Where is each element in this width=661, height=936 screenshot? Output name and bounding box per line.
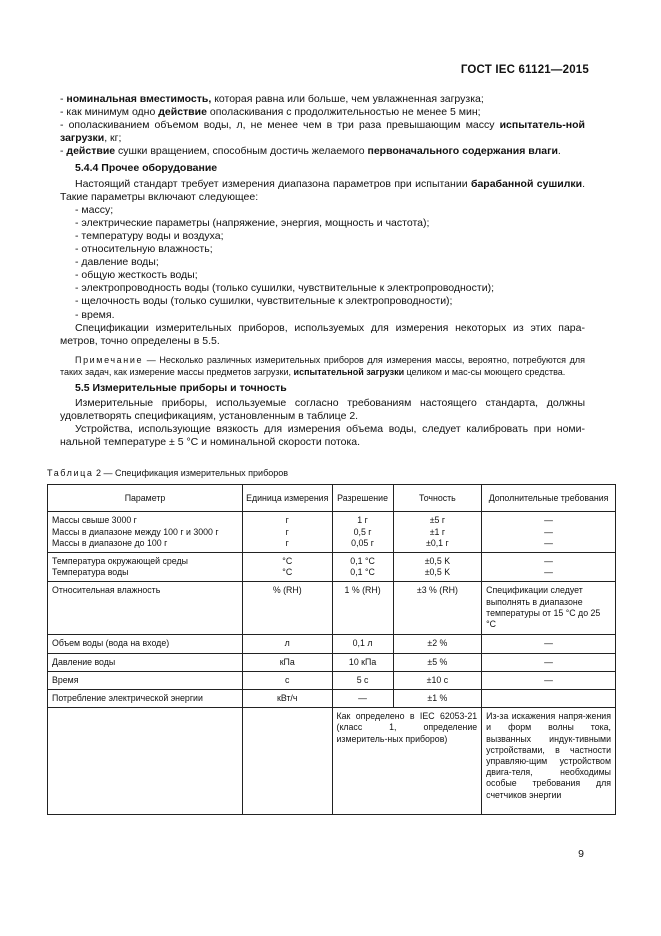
note-label: Примечание bbox=[75, 354, 144, 365]
list-item: - ополаскиванием объемом воды, л, не менее чем в три раза превышающим массу испытатель-ной загрузки, кг; bbox=[60, 119, 585, 145]
list-item: - время. bbox=[75, 308, 115, 321]
list-item: - электропроводность воды (только сушилки, чувствительные к электропроводности); bbox=[75, 282, 494, 295]
section-5-5-title: 5.5 Измерительные приборы и точность bbox=[75, 381, 287, 394]
list-item: - действие сушки вращением, способным достичь желаемого первоначального содержания влаги. bbox=[60, 145, 561, 158]
list-item: - массу; bbox=[75, 203, 114, 216]
list-item: - электрические параметры (напряжение, энергия, мощность и частота); bbox=[75, 216, 430, 229]
list-item: - номинальная вместимость, которая равна или больше, чем увлажненная загрузка; bbox=[60, 93, 484, 105]
list-item: - температуру воды и воздуха; bbox=[75, 229, 224, 242]
section-5-4-4-closing: Спецификации измерительных приборов, используемых для измерения некоторых из этих пара-метров, точно определены в 5.5. bbox=[60, 321, 585, 347]
list-item: - как минимум одно действие ополаскивания с продолжительностью не менее 5 мин; bbox=[60, 106, 481, 119]
table-row: Объем воды (вода на входе) л 0,1 л ±2 % — bbox=[48, 635, 616, 653]
table-row bbox=[48, 708, 616, 815]
parameter-list bbox=[60, 204, 585, 322]
intro-list bbox=[60, 93, 585, 158]
energy-meter-requirements: Из-за искажения напря-жения и форм волны тока, вызванных индук-тивными устройствами, в частности управляю-щим устройством двига-теля, необходимы особые требования для счетчиков энергии bbox=[482, 708, 616, 815]
page-body bbox=[47, 93, 611, 815]
table-caption: Таблица 2 — Спецификация измерительных приборов bbox=[47, 468, 289, 479]
section-5-5-paragraph-2: Устройства, использующие вязкость для измерения объема воды, следует калибровать при номи-нальной температуре ± 5 °С и номинальной скорости потока. bbox=[60, 423, 585, 449]
column-header: Параметр bbox=[48, 485, 243, 512]
column-header: Дополнительные требования bbox=[482, 485, 616, 512]
table-row: Температура окружающей среды Температура воды °С °С 0,1 °С 0,1 °С ±0,5 K ±0,5 K — — bbox=[48, 552, 616, 581]
section-5-4-4-intro: Настоящий стандарт требует измерения диапазона параметров при испытании барабанной сушилки. Такие параметры включают следующее: bbox=[60, 177, 585, 203]
specification-table bbox=[47, 484, 616, 815]
list-item: - общую жесткость воды; bbox=[75, 269, 198, 282]
section-5-5-paragraph-1: Измерительные приборы, используемые согласно требованиям настоящего стандарта, должны удовлетворять спецификациям, установленным в таблице 2. bbox=[60, 396, 585, 422]
table-row: Время с 5 с ±10 с — bbox=[48, 671, 616, 689]
list-item: - давление воды; bbox=[75, 256, 159, 269]
energy-meter-definition: Как определено в IEC 62053-21 (класс 1, определение измеритель-ных приборов) bbox=[332, 708, 482, 815]
table-header-row bbox=[48, 485, 616, 512]
list-item: - относительную влажность; bbox=[75, 243, 213, 256]
note: Примечание — Несколько различных измерительных приборов для измерения массы, вероятно, потребуются для таких задач, как измерение массы предметов загрузки, испытательной загрузки целиком и мас-сы моющего средства. bbox=[60, 354, 585, 377]
table-row: Массы свыше 3000 г Массы в диапазоне между 100 г и 3000 г Массы в диапазоне до 100 г г г г 1 г 0,5 г 0,05 г ±5 г ±1 г ±0,1 г — — — bbox=[48, 512, 616, 553]
table-row: Давление воды кПа 10 кПа ±5 % — bbox=[48, 653, 616, 671]
list-item: - щелочность воды (только сушилки, чувствительные к электропроводности); bbox=[75, 295, 453, 308]
section-5-4-4-title: 5.4.4 Прочее оборудование bbox=[75, 162, 218, 175]
table-row: Потребление электрической энергии кВт/ч — ±1 % bbox=[48, 689, 616, 707]
document-code: ГОСТ IEC 61121—2015 bbox=[460, 64, 589, 76]
column-header: Разрешение bbox=[332, 485, 393, 512]
column-header: Точность bbox=[393, 485, 482, 512]
page-number: 9 bbox=[578, 848, 584, 860]
column-header: Единица измерения bbox=[242, 485, 332, 512]
table-row: Относительная влажность % (RH) 1 % (RH) ±3 % (RH) Спецификации следует выполнять в диапазоне температуры от 15 °С до 25 °С bbox=[48, 582, 616, 635]
